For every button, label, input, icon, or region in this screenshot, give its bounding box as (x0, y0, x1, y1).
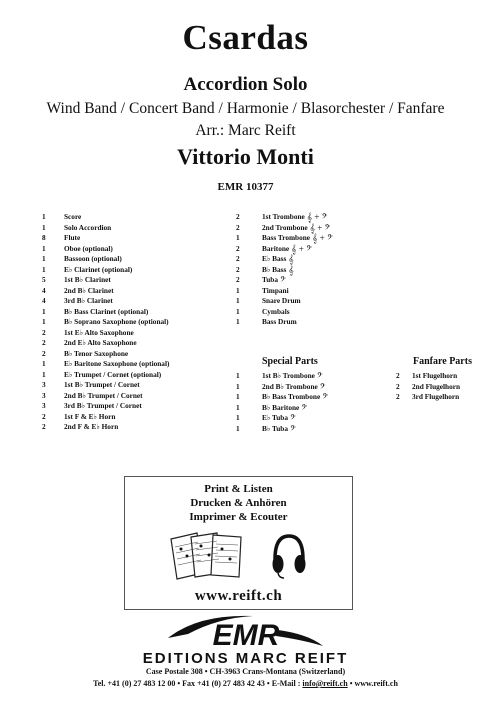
part-quantity: 3 (42, 380, 46, 389)
fanfare-parts-list (396, 371, 460, 403)
part-quantity: 1 (42, 254, 46, 263)
part-quantity: 2 (42, 422, 46, 431)
title: Csardas (182, 18, 309, 57)
part-name: Score (64, 212, 82, 221)
part-quantity: 1 (236, 392, 240, 401)
part-row (236, 424, 328, 435)
part-name: Timpani (262, 285, 289, 295)
publisher: EDITIONS MARC REIFT (142, 650, 349, 667)
part-row (236, 413, 328, 424)
part-quantity: 1 (236, 317, 240, 326)
logo-text: EMR (212, 619, 280, 652)
part-quantity: 1 (236, 233, 240, 242)
part-quantity: 2 (236, 254, 240, 263)
part-name: Baritone (262, 243, 290, 253)
part-quantity: 2 (42, 411, 46, 421)
part-name: B♭ Baritone (262, 402, 300, 412)
part-quantity: 1 (42, 264, 46, 274)
part-row (42, 254, 169, 265)
part-name: E♭ Trumpet / Cornet (optional) (64, 369, 162, 379)
part-name: 3rd Flugelhorn (412, 392, 460, 401)
part-quantity: 2 (396, 371, 400, 380)
clef-icon: 𝄢 (322, 392, 328, 402)
part-quantity: 2 (236, 264, 240, 274)
part-row (42, 275, 169, 286)
clef-icon: 𝄢 (289, 423, 296, 434)
address: Case Postale 308 • CH-3963 Crans-Montana (Switzerland) (145, 667, 346, 676)
part-row (42, 296, 169, 307)
clef-icon: 𝄞 + 𝄢 (312, 233, 333, 243)
clef-icon: 𝄞 + 𝄢 (291, 243, 312, 254)
part-quantity: 1 (42, 306, 46, 316)
part-name: Bass Drum (262, 317, 297, 326)
part-row (236, 296, 333, 307)
part-row (236, 233, 333, 244)
part-row (236, 275, 333, 286)
promo-line-english: Print & Listen (204, 483, 273, 495)
part-name: 1st E♭ Alto Saxophone (64, 327, 134, 337)
subtitle: Accordion Solo (183, 74, 308, 95)
headphones-icon (271, 533, 307, 579)
arranger: Arr.: Marc Reift (195, 122, 296, 139)
clef-icon: 𝄞 + 𝄢 (306, 212, 328, 222)
part-row (236, 244, 333, 255)
part-name: 2nd F & E♭ Horn (64, 422, 119, 431)
part-quantity: 1 (42, 222, 46, 232)
part-quantity: 2 (236, 243, 240, 253)
clef-icon: 𝄞 + 𝄢 (309, 222, 331, 233)
part-name: 1st B♭ Clarinet (64, 275, 111, 284)
parts-list-left (42, 212, 169, 433)
part-name: 1st B♭ Trumpet / Cornet (64, 380, 140, 389)
part-quantity: 2 (42, 348, 46, 358)
part-row (236, 286, 333, 297)
clef-icon: 𝄞 (288, 264, 294, 275)
part-row (236, 403, 328, 414)
special-parts-list (236, 371, 328, 434)
part-name: B♭ Bass (262, 264, 287, 274)
part-row (42, 338, 169, 349)
clef-icon: 𝄢 (301, 402, 308, 413)
part-name: E♭ Bass (262, 254, 287, 263)
part-name: B♭ Bass Clarinet (optional) (64, 306, 149, 316)
clef-icon: 𝄢 (316, 371, 323, 381)
part-row (42, 244, 169, 255)
part-quantity: 2 (236, 212, 240, 221)
part-quantity: 4 (42, 296, 46, 305)
emr-logo (158, 612, 333, 652)
part-row (42, 265, 169, 276)
part-row (42, 307, 169, 318)
part-row (236, 307, 333, 318)
part-name: Solo Accordion (64, 222, 112, 232)
part-name: B♭ Tenor Saxophone (64, 348, 129, 358)
catalog-number: EMR 10377 (217, 181, 274, 193)
part-name: 1st F & E♭ Horn (64, 411, 116, 421)
part-row (42, 286, 169, 297)
part-quantity: 1 (42, 212, 46, 221)
part-quantity: 1 (236, 306, 240, 316)
part-row (236, 254, 333, 265)
part-quantity: 1 (236, 413, 240, 422)
part-quantity: 1 (236, 285, 240, 295)
part-quantity: 2 (236, 222, 240, 232)
special-parts-heading: Special Parts (262, 356, 318, 367)
part-row (236, 371, 328, 382)
parts-list-right (236, 212, 333, 328)
part-row (236, 392, 328, 403)
part-name: 2nd B♭ Trumpet / Cornet (64, 390, 143, 400)
part-quantity: 1 (236, 423, 240, 433)
part-name: 2nd B♭ Trombone (262, 381, 318, 391)
part-name: Flute (64, 233, 81, 242)
part-quantity: 2 (236, 275, 240, 284)
print-listen-box (124, 476, 353, 610)
part-name: 2nd Flugelhorn (412, 381, 461, 391)
clef-icon: 𝄞 (288, 254, 294, 264)
part-name: Tuba (262, 275, 278, 284)
part-row (236, 265, 333, 276)
part-quantity: 1 (42, 369, 46, 379)
promo-line-french: Imprimer & Ecouter (189, 511, 288, 523)
part-row (396, 382, 460, 393)
part-row (236, 212, 333, 223)
part-quantity: 2 (42, 338, 46, 347)
part-row (42, 412, 169, 423)
part-quantity: 2 (396, 381, 400, 391)
part-quantity: 3 (42, 401, 46, 410)
band-types: Wind Band / Concert Band / Harmonie / Blasorchester / Fanfare (46, 100, 445, 117)
part-row (236, 317, 333, 328)
part-row (42, 223, 169, 234)
part-name: Oboe (optional) (64, 243, 113, 253)
part-row (42, 328, 169, 339)
part-quantity: 8 (42, 233, 46, 242)
part-row (396, 392, 460, 403)
part-name: Snare Drum (262, 296, 301, 305)
part-name: 2nd B♭ Clarinet (64, 285, 114, 295)
part-name: 3rd B♭ Clarinet (64, 296, 113, 305)
part-row (42, 380, 169, 391)
part-name: 1st B♭ Trombone (262, 371, 315, 380)
part-name: Cymbals (262, 306, 290, 316)
clef-icon: 𝄢 (279, 275, 286, 285)
part-row (42, 359, 169, 370)
part-quantity: 1 (42, 317, 46, 326)
part-name: E♭ Baritone Saxophone (optional) (64, 359, 170, 368)
part-name: B♭ Tuba (262, 423, 288, 433)
part-name: E♭ Clarinet (optional) (64, 264, 133, 274)
part-row (396, 371, 460, 382)
part-quantity: 2 (42, 327, 46, 337)
part-row (236, 382, 328, 393)
part-name: E♭ Tuba (262, 413, 288, 422)
part-quantity: 1 (42, 243, 46, 253)
phone-fax: Tel. +41 (0) 27 483 12 00 • Fax +41 (0) 27 483 42 43 • E-Mail : (93, 679, 303, 688)
part-quantity: 2 (396, 392, 400, 401)
part-name: B♭ Bass Trombone (262, 392, 321, 401)
promo-line-german: Drucken & Anhören (190, 497, 287, 509)
part-row (236, 223, 333, 234)
clef-icon: 𝄢 (319, 381, 326, 392)
part-row (42, 212, 169, 223)
composer: Vittorio Monti (177, 144, 314, 169)
sheet-music-icon (167, 529, 249, 581)
part-row (42, 370, 169, 381)
part-name: 3rd B♭ Trumpet / Cornet (64, 401, 142, 410)
part-name: 1st Trombone (262, 212, 305, 221)
part-quantity: 1 (236, 296, 240, 305)
part-name: Bassoon (optional) (64, 254, 122, 263)
part-quantity: 1 (236, 381, 240, 391)
part-row (42, 317, 169, 328)
part-name: 1st Flugelhorn (412, 371, 458, 380)
part-quantity: 1 (236, 402, 240, 412)
part-name: B♭ Soprano Saxophone (optional) (64, 317, 169, 326)
clef-icon: 𝄢 (289, 413, 296, 423)
part-quantity: 1 (236, 371, 240, 380)
website-link[interactable]: www.reift.ch (194, 588, 283, 604)
fanfare-parts-heading: Fanfare Parts (413, 356, 472, 367)
website-footer: • www.reift.ch (347, 679, 398, 688)
email-link[interactable]: info@reift.ch (302, 679, 348, 688)
part-name: Bass Trombone (262, 233, 311, 242)
part-name: 2nd Trombone (262, 222, 308, 232)
part-row (42, 233, 169, 244)
part-row (42, 401, 169, 412)
part-quantity: 4 (42, 285, 46, 295)
part-row (42, 422, 169, 433)
part-quantity: 1 (42, 359, 46, 368)
contact-info (0, 679, 491, 688)
part-quantity: 3 (42, 390, 46, 400)
part-quantity: 5 (42, 275, 46, 284)
part-row (42, 349, 169, 360)
part-name: 2nd E♭ Alto Saxophone (64, 338, 137, 347)
part-row (42, 391, 169, 402)
